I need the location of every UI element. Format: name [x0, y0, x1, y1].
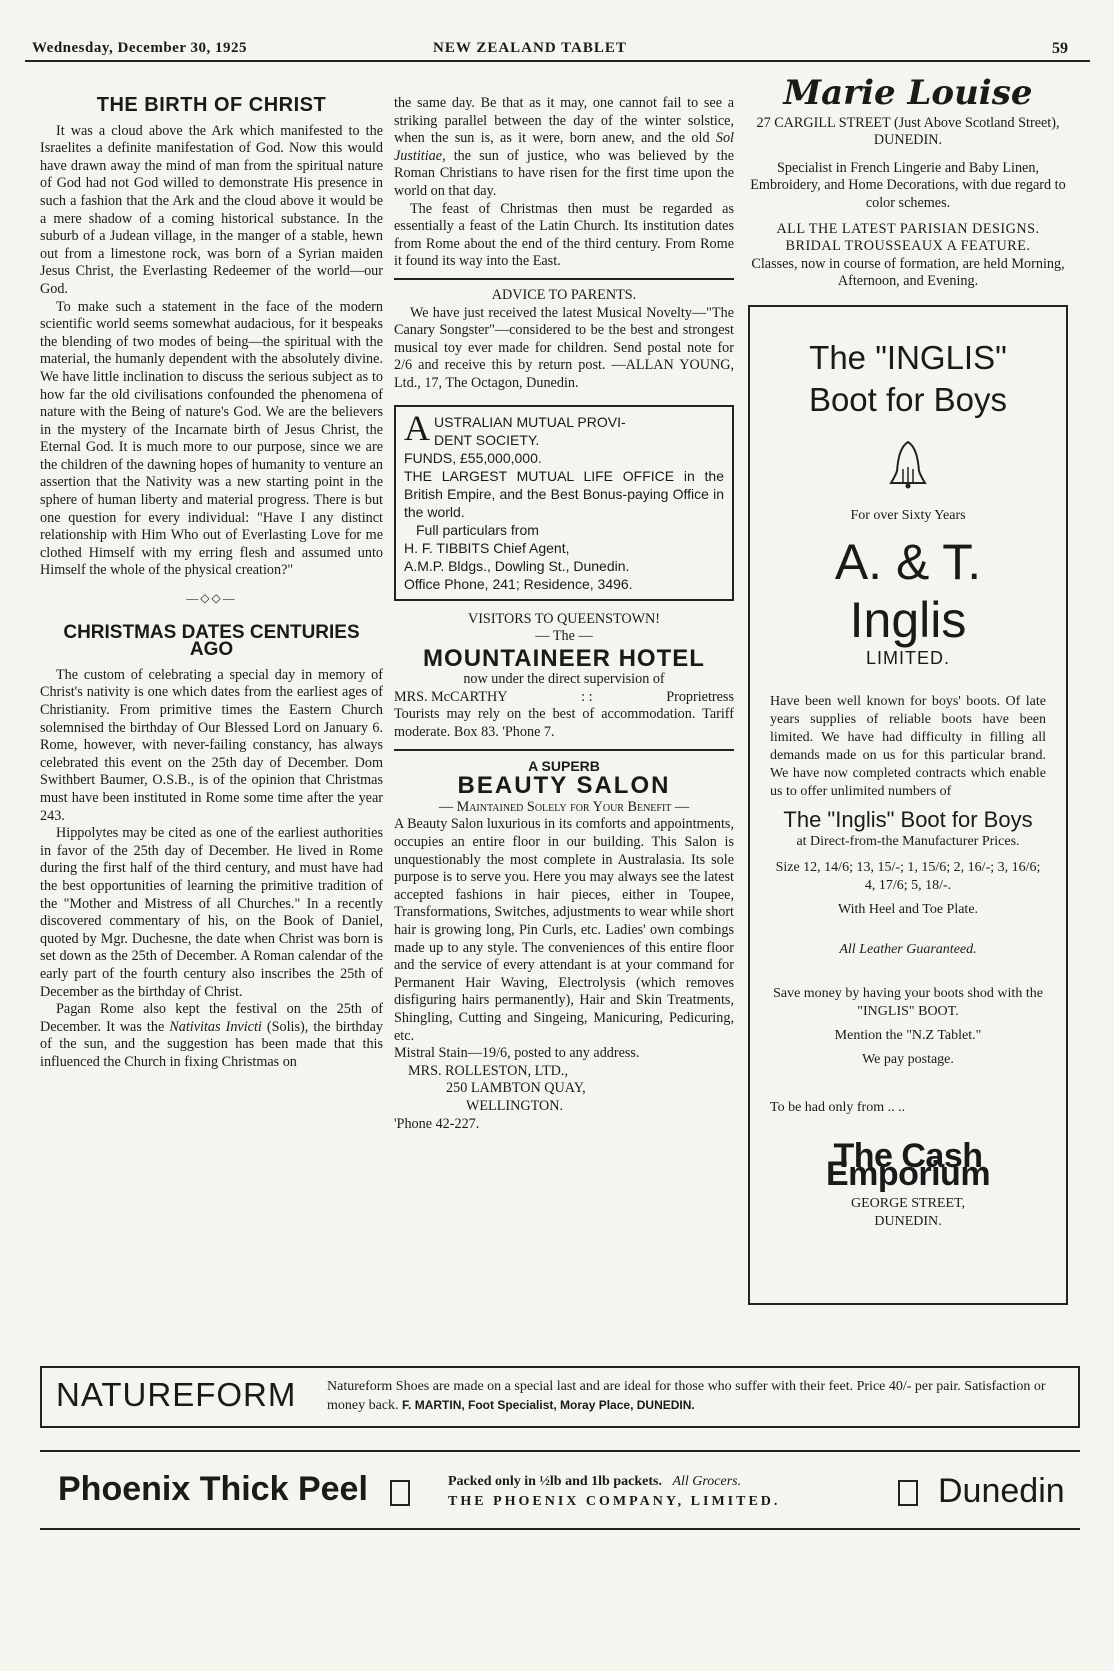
bell-logo-icon — [888, 439, 928, 489]
article-birth-p1: It was a cloud above the Ark which manifested to the Israelites a definite manifestation of God. Now this would have drawn away the mind of man from the spiritual nature of God had not God willed to demonstrate His presence in such a fashion that the Ark and the cloud above it would be a mere shadow of a coming historical substance. In the suburb of a Judean village, in the manger of a stable, hewn out from a limestone rock, was born of a Syrian maiden Jesus Christ, the Everlasting Redeemer of the world—our God. — [40, 122, 383, 297]
header-paper-title: NEW ZEALAND TABLET — [433, 40, 627, 56]
box-icon — [898, 1480, 918, 1506]
hotel-name: MOUNTAINEER HOTEL — [423, 644, 705, 672]
phoenix-name: Phoenix Thick Peel — [58, 1470, 368, 1508]
header-page-number: 59 — [1052, 40, 1068, 57]
natureform-text: Natureform Shoes are made on a special last and are ideal for those who suffer with their feet. Price 40/- per pair. Satisfaction or money back. F. MARTIN, Foot Specialist, Moray Place, DUNEDIN. — [327, 1379, 1046, 1413]
phoenix-text: Packed only in ½lb and 1lb packets. All Grocers. THE PHOENIX COMPANY, LIMITED. — [448, 1474, 781, 1509]
column-1 — [40, 95, 383, 1071]
phoenix-city: Dunedin — [938, 1472, 1065, 1510]
natureform-ad — [40, 1366, 1080, 1428]
box-icon — [390, 1480, 410, 1506]
column-3: Marie Louise 27 CARGILL STREET (Just Above Scotland Street), DUNEDIN. Specialist in French Lingerie and Baby Linen, Embroidery, and Home Decorations, with due regard to color schemes. ALL THE LATEST PARISIAN DESIGNS. BRIDAL TROUSSEAUX A FEATURE. Classes, now in course of formation, are held Morning, Afternoon, and Evening. The "INGLIS" Boot for Boys For over Sixty Years A. & T. Inglis LIMITED. Have been well known for boys' boots. Of late years supplies of reliable boots have been limited. We have had difficulty in filling all demands made on us for this particular brand. We have now completed contracts which enable us to offer unlimited numbers of The "Inglis" Boot for Boys at Direct-from-the Manufacturer Prices. Size 12, 14/6; 13, 15/-; 1, 15/6; 2, 16/-; 3, 16/6; 4, 17/6; 5, 18/-. With Heel and Toe Plate. All Leather Guaranteed. Save money by having your boots shod with the "INGLIS" BOOT. Mention the "N.Z Tablet." We pay postage. To be had only from .. .. The Cash Emporium GEORGE STREET, DUNEDIN. — [748, 85, 1068, 1305]
article-dates-p3: Pagan Rome also kept the festival on the 25th of December. It was the Nativitas Invicti (Solis), the birthday of the sun, and the suggestion has been made that this influenced the Church in fixing Christmas on — [40, 1001, 383, 1070]
amp-initial: A — [404, 407, 430, 448]
amp-society-ad: A USTRALIAN MUTUAL PROVI- DENT SOCIETY. FUNDS, £55,000,000. THE LARGEST MUTUAL LIFE OFFICE in the British Empire, and the Best Bonus-paying Office in the world. Full particulars from H. F. TIBBITS Chief Agent, A.M.P. Bldgs., Dowling St., Dunedin. Office Phone, 241; Residence, 3496. — [394, 405, 734, 601]
advice-text: We have just received the latest Musical Novelty—"The Canary Songster"—considered to be the best and strongest musical toy ever made for children. Send postal note for 2/6 and receive this by return post. —ALLAN YOUNG, Ltd., 17, The Octagon, Dunedin. — [394, 304, 734, 391]
inglis-head2: Boot for Boys — [808, 380, 1008, 418]
article-birth-p2: To make such a statement in the face of the modern scientific world seems somewhat audacious, for it bespeaks the blending of two modes of being—the spiritual with the material, the humanly dependent with the absolutely divine. We have little inclination to discuss the serious subject as to how far the old civilisations confounded the phenomena of nature with the Being of nature's God. We are the believers in the mystery of the Incarnate birth of Jesus Christ, the Eternal God. It is much more to our purpose, since we are the children of the dawning hopes of humanity to venture an assertion that the Nativity was a new starting point in the sphere of human liberty and material progress. There is but one question for every individual: "Have I any distinct relationship with Him Who out of Everlasting Love for me clothed Himself with my erring flesh and assumed unto Himself the whole of the physical creation?" — [40, 298, 383, 579]
header-rule — [25, 60, 1090, 62]
inglis-ad: The "INGLIS" Boot for Boys For over Sixty Years A. & T. Inglis LIMITED. Have been well known for boys' boots. Of late years supplies of reliable boots have been limited. We have had difficulty in filling all demands made on us for this particular brand. We have now completed contracts which enable us to offer unlimited numbers of The "Inglis" Boot for Boys at Direct-from-the Manufacturer Prices. Size 12, 14/6; 13, 15/-; 1, 15/6; 2, 16/-; 3, 16/6; 4, 17/6; 5, 18/-. With Heel and Toe Plate. All Leather Guaranteed. Save money by having your boots shod with the "INGLIS" BOOT. Mention the "N.Z Tablet." We pay postage. To be had only from .. .. The Cash Emporium GEORGE STREET, DUNEDIN. — [748, 305, 1068, 1305]
article-separator: —◇◇— — [186, 591, 237, 606]
article-dates-p1: The custom of celebrating a special day in memory of Christ's nativity is one which dates from the earliest ages of Christianity. From primitive times the Eastern Church solemnised the birthday of Our Blessed Lord on January 6. Rome, however, with never-failing constancy, has always celebrated this event on the 25th day of December. Dom Swithbert Baumer, O.S.B., is of the opinion that Christmas must have been instituted in Rome some time after the year 243. — [40, 666, 383, 824]
header-date: Wednesday, December 30, 1925 — [32, 40, 247, 56]
salon-text: A Beauty Salon luxurious in its comforts and appointments, occupies an entire floor in our building. This Salon is unquestionably the most complete in Australasia. Its sole purpose is to serve you. Here you may always see the latest accepted fashions in hair pieces, either in Toupee, Transformations, Switches, adjustments to wear while short hair is growing long, Pin Curls, etc. Ladies' own combings made up to any style. The conveniences of this entire floor and the service of every attendant is at your command for Permanent Hair Waving, Electrolysis (which removes disfiguring hairs permanently), Hair and Skin Treatments, Shingling, Cutting and Singeing, Manicuring, Pedicuring, etc. — [394, 816, 734, 1044]
marie-louise-name: Marie Louise — [783, 73, 1033, 113]
inglis-firm-name: A. & T. Inglis — [834, 533, 982, 648]
phoenix-ad — [40, 1450, 1080, 1530]
advice-title: ADVICE TO PARENTS. — [491, 286, 637, 303]
natureform-name: NATUREFORM — [56, 1376, 297, 1413]
article-dates-title: CHRISTMAS DATES CENTURIES AGO — [63, 621, 360, 661]
divider — [394, 278, 734, 280]
inglis-boot-line: The "Inglis" Boot for Boys — [783, 806, 1033, 832]
hotel-proprietor-line: MRS. McCARTHY : : Proprietress — [394, 688, 734, 705]
article-birth-title: THE BIRTH OF CHRIST — [96, 94, 327, 116]
article-dates-p4: the same day. Be that as it may, one cannot fail to see a striking parallel between the day of the winter solstice, when the sun is, as it were, born anew, and the old Sol Justitiae, the sun of justice, who was believed by the Roman Christians to have risen for the first time upon the world on that day. — [394, 95, 734, 199]
column-2: the same day. Be that as it may, one cannot fail to see a striking parallel between the day of the winter solstice, when the sun is, as it were, born anew, and the old Sol Justitiae, the sun of justice, who was believed by the Roman Christians to have risen for the first time upon the world on that day. The feast of Christmas then must be regarded as essentially a feast of the Latin Church. Its institution dates from Rome about the end of the third century. From Rome it found its way into the East. ADVICE TO PARENTS. We have just received the latest Musical Novelty—"The Canary Songster"—considered to be the best and strongest musical toy ever made for children. Send postal note for 2/6 and receive this by return post. —ALLAN YOUNG, Ltd., 17, The Octagon, Dunedin. A USTRALIAN MUTUAL PROVI- DENT SOCIETY. FUNDS, £55,000,000. THE LARGEST MUTUAL LIFE OFFICE in the British Empire, and the Best Bonus-paying Office in the world. Full particulars from H. F. TIBBITS Chief Agent, A.M.P. Bldgs., Dowling St., Dunedin. Office Phone, 241; Residence, 3496. VISITORS TO QUEENSTOWN! — The — MOUNTAINEER HOTEL now under the direct supervision of MRS. McCARTHY : : Proprietress Tourists may rely on the best of accommodation. Tariff moderate. Box 83. 'Phone 7. A SUPERB BEAUTY SALON — Maintained Solely for Your Benefit — A Beauty Salon luxurious in its comforts and appointments, occupies an entire floor in our building. This Salon is unquestionably the most complete in Australasia. Its sole purpose is to serve you. Here you may always see the latest accepted fashions in hair pieces, either in Toupee, Transformations, Switches, adjustments to wear while short hair is growing long, Pin Curls, etc. Ladies' own combings made up to any style. The conveniences of this entire floor and the service of every attendant is at your command for Permanent Hair Waving, Electrolysis (which removes disfiguring hairs permanently), Hair and Skin Treatments, Shingling, Cutting and Singeing, Manicuring, Pedicuring, etc. Mistral Stain—19/6, posted to any address. MRS. ROLLESTON, LTD., 250 LAMBTON QUAY, WELLINGTON. 'Phone 42-227. — [394, 95, 734, 1132]
divider — [394, 749, 734, 751]
article-dates-p2: Hippolytes may be cited as one of the earliest authorities in favor of the 25th day of December. He lived in Rome during the first half of the third century, and must have had the best opportunities of learning the primitive tradition of the "Mother and Mistress of all Churches." In a recently discovered commentary of his, on the Book of Daniel, quoted by Mgr. Duchesne, the date when Christ was born is set down as the 25th of December. A Roman calendar of the early part of the fourth century also inscribes the 25th of December as the birthday of Christ. — [40, 825, 383, 1000]
inglis-head1: The "INGLIS" — [809, 338, 1007, 376]
article-dates-p5: The feast of Christmas then must be regarded as essentially a feast of the Latin Church. Its institution dates from Rome about the end of the third century. From Rome it found its way into the East. — [394, 200, 734, 270]
salon-superb: A SUPERB — [528, 757, 600, 774]
cash-emporium-name: The Cash Emporium — [825, 1136, 991, 1193]
salon-name: BEAUTY SALON — [457, 772, 671, 800]
hotel-visitors: VISITORS TO QUEENSTOWN! — [467, 610, 661, 627]
